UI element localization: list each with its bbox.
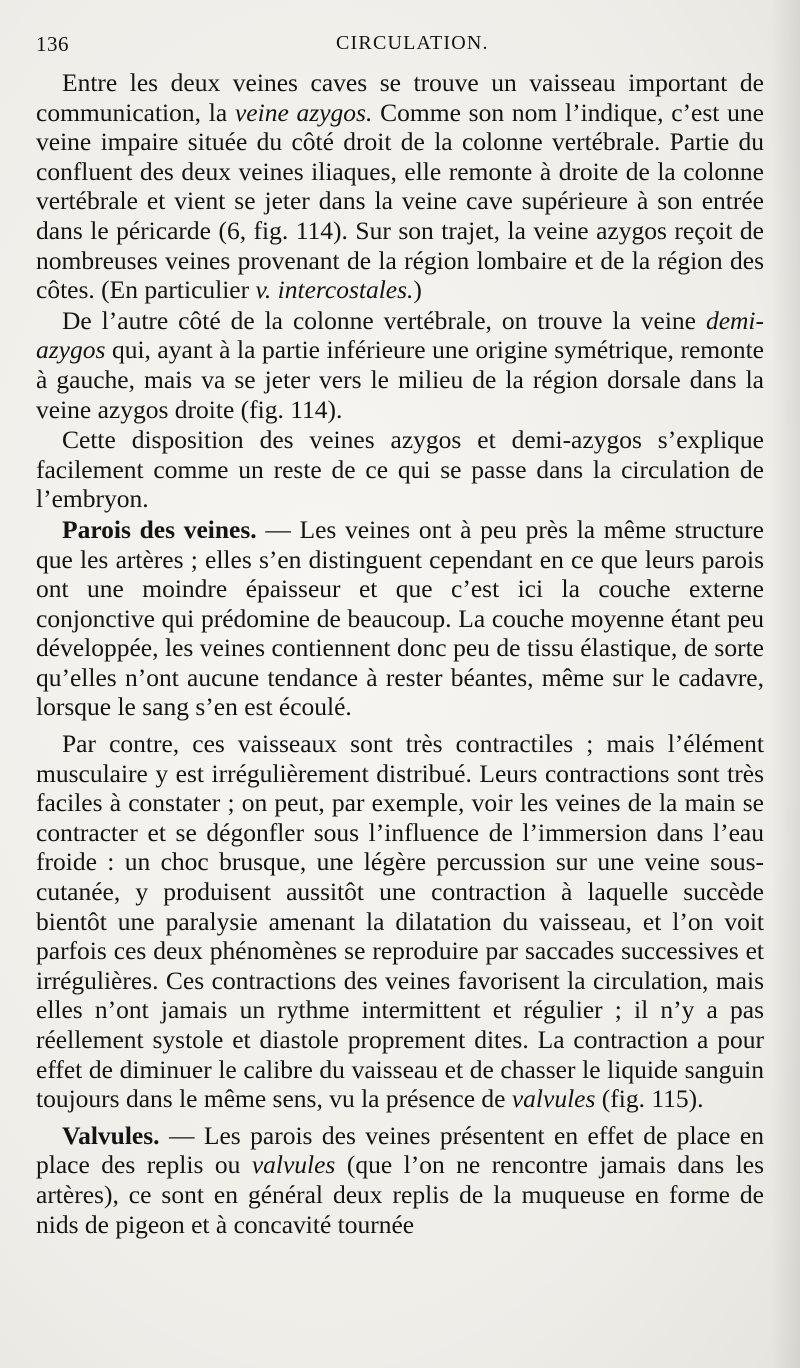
running-title: CIRCULATION.: [336, 32, 489, 54]
page-header: [36, 32, 766, 62]
text-run: qui, ayant à la partie inférieure une origine symétrique, remonte à gauche, mais va se jeter vers le milieu de la région dorsale dans la veine azygos droite (fig. 114).: [36, 335, 764, 424]
paragraph: [36, 306, 764, 424]
italic-term: v. intercostales.: [255, 275, 414, 305]
text-run: (fig. 115).: [595, 1084, 704, 1114]
paragraph: [36, 1121, 764, 1239]
italic-term: veine azygos.: [234, 97, 373, 127]
section-heading: Parois des veines.: [62, 514, 257, 544]
text-run: Comme son nom l’indique, c’est une veine impaire située du côté droit de la colonne vertébrale. Partie du confluent des deux veines iliaques, elle remonte à droite de la colonne vertébrale et vient se jeter dans la veine cave supérieure à son entrée dans le péricarde (6, fig. 114). Sur son trajet, la veine azygos reçoit de nombreuses veines provenant de la région lombaire et de la région des côtes. (En particulier: [36, 97, 764, 305]
text-run: De l’autre côté de la colonne vertébrale, on trouve la veine: [62, 305, 706, 335]
italic-term: valvules: [511, 1084, 596, 1114]
text-run: Entre les deux veines caves se trouve un vaisseau important de communication, la: [36, 68, 764, 127]
page-edge-shadow: [770, 0, 800, 1368]
page-number: 136: [36, 32, 69, 56]
italic-term: valvules: [251, 1150, 336, 1180]
text-run: — Les parois des veines présentent en effet de place en place des replis ou: [36, 1120, 764, 1180]
text-run: Par contre, ces vaisseaux sont très contractiles ; mais l’élément musculaire y est irrégulièrement distribué. Leurs contractions sont très faciles à constater ; on peut, par exemple, voir les veines de la main se contracter et se dégonfler sous l’influence de l’immersion dans l’eau froide : un choc brusque, une légère percussion sur une veine sous-cutanée, y produisent aussitôt une contraction à laquelle succède bientôt une paralysie amenant la dilatation du vaisseau, et l’on voit parfois ces deux phénomènes se reproduire par saccades successives et irrégulières. Ces contractions des veines favorisent la circulation, mais elles n’ont jamais un rythme intermittent et régulier ; il n’y a pas réellement systole et diastole proprement dites. La contraction a pour effet de diminuer le calibre du vaisseau et de chasser le liquide sanguin toujours dans le même sens, vu la présence de: [36, 729, 764, 1114]
paragraph: [36, 425, 764, 514]
paragraph: [36, 515, 764, 722]
body-text: [36, 68, 764, 1239]
text-run: — Les veines ont à peu près la même structure que les artères ; elles s’en distinguent cependant en ce que leurs parois ont une moindre épaisseur et que c’est ici la couche externe conjonctive qui prédomine de beaucoup. La couche moyenne étant peu développée, les veines contiennent donc peu de tissu élastique, de sorte qu’elles n’ont aucune tendance à rester béantes, même sur le cadavre, lorsque le sang s’en est écoulé.: [36, 514, 764, 722]
italic-term: demi-azygos: [36, 305, 764, 365]
text-run: Cette disposition des veines azygos et demi-azygos s’explique facilement comme un reste de ce qui se passe dans la circulation de l’embryon.: [36, 425, 764, 514]
text-run: (que l’on ne rencontre jamais dans les artères), ce sont en général deux replis de la muqueuse en forme de nids de pigeon et à concavité tournée: [36, 1150, 765, 1239]
text-run: ): [413, 275, 422, 305]
paragraph: [36, 68, 764, 305]
paragraph: [36, 729, 764, 1114]
section-heading: Valvules.: [62, 1120, 160, 1150]
